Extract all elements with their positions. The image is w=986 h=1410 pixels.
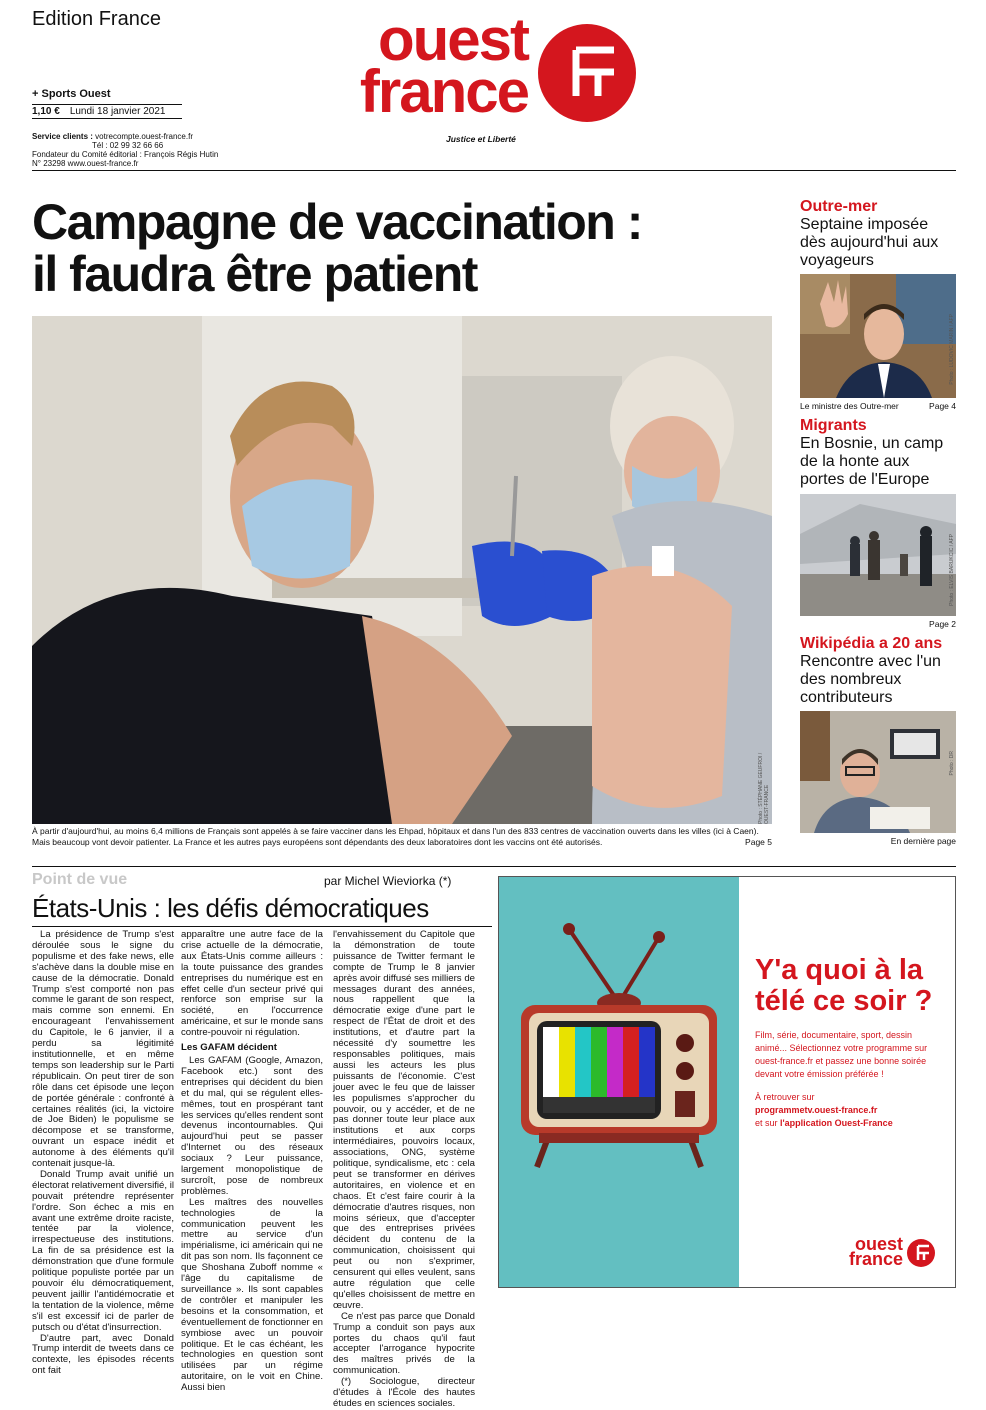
bottom-divider <box>32 866 956 867</box>
sidebar-story-3[interactable] <box>800 635 956 707</box>
main-photo-credit: Photo : STÉPHANE GEUFROI / OUEST-FRANCE <box>758 752 770 824</box>
service-url[interactable]: votrecompte.ouest-france.fr <box>95 132 193 141</box>
ad-find-url[interactable]: programmetv.ouest-france.fr <box>755 1105 878 1115</box>
founder: Fondateur du Comité éditorial : François Régis Hutin <box>32 150 219 159</box>
ad-find-and: et sur <box>755 1118 778 1128</box>
ad-find <box>755 1091 939 1130</box>
logo-top-word: ouest <box>377 6 528 73</box>
ad-logo-top: ouest <box>854 1234 903 1254</box>
sidebar-photo-2[interactable] <box>800 494 956 616</box>
caption-text: À partir d'aujourd'hui, au moins 6,4 millions de Français sont appelés à se faire vacciner dans les Ehpad, hôpitaux et dans l'un des 833 centres de vaccination ouverts dans les villes (ici à Caen). Mais beaucoup vont devoir patienter. La France et les autres pays européens sont dépendants des deux laboratoires dont les vaccins ont été autorisés. <box>32 826 759 847</box>
issue-date: Lundi 18 janvier 2021 <box>69 106 166 117</box>
logo-circle-icon <box>538 24 636 122</box>
main-page-ref[interactable]: Page 5 <box>745 837 772 847</box>
ad-text-panel <box>739 877 955 1287</box>
sidebar-title: Septaine imposée dès aujourd'hui aux voyageurs <box>800 216 939 269</box>
main-photo[interactable] <box>32 316 772 824</box>
migrant-camp-illustration <box>800 494 956 616</box>
sidebar-kicker: Outre-mer <box>800 198 878 215</box>
opinion-footnote: (*) Sociologue, directeur d'études à l'École des hautes études en sciences sociales. <box>333 1376 475 1409</box>
opinion-paragraph: Ce n'est pas parce que Donald Trump a conduit son pays aux portes du chaos qu'il faut accepter l'arrogance hypocrite des maîtres privés de la communication. <box>333 1310 475 1377</box>
opinion-subheading: Les GAFAM décident <box>181 1042 277 1054</box>
opinion-paragraph: La présidence de Trump s'est déroulée sous le signe du populisme et des fake news, elle s'achève dans la double mise en cause de la démocratie. Donald Trump s'est comporté non pas comme le garant de son respect, mais comme son ennemi. En encourageant l'envahissement du Capitole, le 6 janvier, il a perdu sa légitimité institutionnelle, et en même temps son leadership sur le Parti républicain. On peut tirer de son rôle dans cet épisode une leçon de portée générale : confronté à certaines réalités (ici, la victoire de Joe Biden) le populisme se décompose et se transforme, ouvrant un espace inédit et autonome à des éléments qu'il contenait jusque-là. <box>32 929 174 1170</box>
logo-wordmark <box>288 6 528 125</box>
headline-line-1: Campagne de vaccination : <box>32 194 642 250</box>
header-divider <box>32 170 956 171</box>
sidebar-caption-text: Le ministre des Outre-mer <box>800 401 899 411</box>
ad-find-app[interactable]: l'application Ouest-France <box>780 1118 893 1128</box>
sidebar-caption-1 <box>800 401 956 411</box>
tv-program-ad[interactable] <box>498 876 956 1288</box>
sports-supplement: + Sports Ouest <box>32 88 111 100</box>
tagline: Justice et Liberté <box>446 134 516 144</box>
sidebar-photo-credit-2: Photo : ELVIS BARUKCIC / AFP <box>949 534 955 606</box>
ad-tv-panel <box>499 877 739 1287</box>
sidebar-caption-2 <box>800 619 956 629</box>
opinion-column-1 <box>32 929 174 1377</box>
opinion-author: par Michel Wieviorka (*) <box>324 874 452 888</box>
headline-line-2: il faudra être patient <box>32 246 477 302</box>
retro-tv-icon <box>499 877 739 1287</box>
price-date-bar <box>32 104 182 119</box>
sidebar-kicker: Wikipédia a 20 ans <box>800 635 943 652</box>
ad-find-label: À retrouver sur <box>755 1092 815 1102</box>
ad-logo <box>833 1234 943 1277</box>
opinion-paragraph: D'autre part, avec Donald Trump interdit de tweets dans ce contexte, les épisodes récents ont fait <box>32 1332 174 1377</box>
opinion-title[interactable]: États-Unis : les défis démocratiques <box>32 893 492 927</box>
contributor-illustration <box>800 711 956 833</box>
opinion-paragraph: Les maîtres des nouvelles technologies de la communication peuvent les mettre au service d'un impérialisme, ici américain qui ne dit pas son nom. Ils façonnent ce que Shoshana Zuboff nomme « l'âge du capitalisme de surveillance ». Ils sont capables de contrôler et manipuler les besoins et la consommation, et éventuellement de fonctionner en symbiose avec un pouvoir politique. Et le cas échéant, les technologies en question sont utilisées par un régime autoritaire, on le voit en Chine. Aussi bien <box>181 1196 323 1394</box>
minister-illustration <box>800 274 956 398</box>
service-phone: Tél : 02 99 32 66 66 <box>92 141 164 150</box>
sidebar-photo-1[interactable] <box>800 274 956 398</box>
sidebar-page-ref[interactable]: Page 2 <box>929 619 956 629</box>
ad-title: Y'a quoi à la télé ce soir ? <box>755 954 933 1017</box>
opinion-column-3 <box>333 929 475 1409</box>
main-caption <box>32 826 772 848</box>
sidebar-title: Rencontre avec l'un des nombreux contributeurs <box>800 653 941 706</box>
sidebar-page-ref[interactable]: Page 4 <box>929 401 956 411</box>
opinion-paragraph: apparaître une autre face de la crise actuelle de la démocratie, aux États-Unis comme ailleurs : la toute puissance des grandes entreprises du numérique est en effet celle d'un secteur privé qui renforce son emprise sur la société, en l'occurrence américaine, et sur le monde sans contre-pouvoir ni régulation. <box>181 929 323 1039</box>
sidebar-photo-credit-1: Photo : LUDOVIC MARIN / AFP <box>949 314 955 385</box>
logo-bottom-word: france <box>359 58 528 125</box>
sidebar-kicker: Migrants <box>800 417 867 434</box>
sidebar-caption-3 <box>800 836 956 846</box>
sidebar-photo-3[interactable] <box>800 711 956 833</box>
issue-number: N° 23298 www.ouest-france.fr <box>32 159 139 168</box>
opinion-paragraph: l'envahissement du Capitole que la démonstration de toute puissance de Twitter fermant le compte de Trump le 8 janvier après avoir diffusé ses milliers de messages durant des années, nous rappellent que la démocratie exige d'une part le respect de l'État de droit et des institutions, et d'autre part la nécessité d'y soumettre les responsables politiques, mais aussi les acteurs les plus puissants de l'économie. C'est jouer avec le feu que de laisser les populismes s'approcher du pouvoir, ou y accéder, et de ne pas donner toute leur place aux institutions et aux corps intermédiaires, pouvoirs locaux, associations, ONG, système politique, syndicalisme, etc : cela peut se transformer en dérives autoritaires, en violence et en chaos. Et c'est faire courir à la démocratie d'autres risques, non moins sérieux, que d'accepter que des entreprises privées décident du contenu de la communication, choisissent qui peut ou non s'exprimer, censurent qui elles veulent, sans autre régulation que celle qu'elles choisissent de mettre en œuvre. <box>333 929 475 1311</box>
service-label: Service clients : <box>32 132 93 141</box>
sidebar-title: En Bosnie, un camp de la honte aux portes de l'Europe <box>800 435 944 488</box>
service-info <box>32 132 242 168</box>
price: 1,10 € <box>32 106 60 117</box>
opinion-kicker: Point de vue <box>32 871 128 888</box>
ad-logo-bottom: france <box>848 1249 903 1269</box>
opinion-paragraph: Les GAFAM (Google, Amazon, Facebook etc.) sont des entreprises qui décident du bien et du mal, qui se régulent elles-mêmes, tout en prospérant tant les services qu'elles rendent sont devenus incontournables. Qui aujourd'hui peut se passer d'Internet ou des réseaux sociaux ? Leur puissance, largement monopolistique de surcroît, pose de nombreux problèmes. <box>181 1054 323 1197</box>
ouest-france-logo[interactable] <box>288 6 648 130</box>
edition-label: Edition France <box>32 8 161 30</box>
sidebar-photo-credit-3: Photo : DR <box>949 751 955 776</box>
sidebar-story-2[interactable] <box>800 417 956 489</box>
ad-logo-wordmark <box>833 1234 903 1269</box>
opinion-paragraph: Donald Trump avait unifié un électorat relativement diversifié, il pouvait prétendre représenter l'ordre. Son échec a mis en avant une extrême droite raciste, tentée par la violence, irrespectueuse des institutions. La fin de sa présidence est la démonstration que d'une formule politique populiste portée par un pouvoir élu démocratiquement, peuvent jaillir l'antidémocratie et la tentation de la violence, même s'il est excessif ici de parler de putsch ou d'état d'insurrection. <box>32 1168 174 1333</box>
ad-logo-circle-icon <box>907 1239 935 1267</box>
ad-body: Film, série, documentaire, sport, dessin animé... Sélectionnez votre programme sur ouest-france.fr et passez une bonne soirée devant votre émission préférée ! <box>755 1030 928 1079</box>
vaccination-illustration <box>32 316 772 824</box>
sidebar-story-1[interactable] <box>800 198 956 270</box>
opinion-column-2 <box>181 929 323 1394</box>
main-headline[interactable] <box>32 196 772 300</box>
sidebar-page-ref[interactable]: En dernière page <box>890 836 956 846</box>
